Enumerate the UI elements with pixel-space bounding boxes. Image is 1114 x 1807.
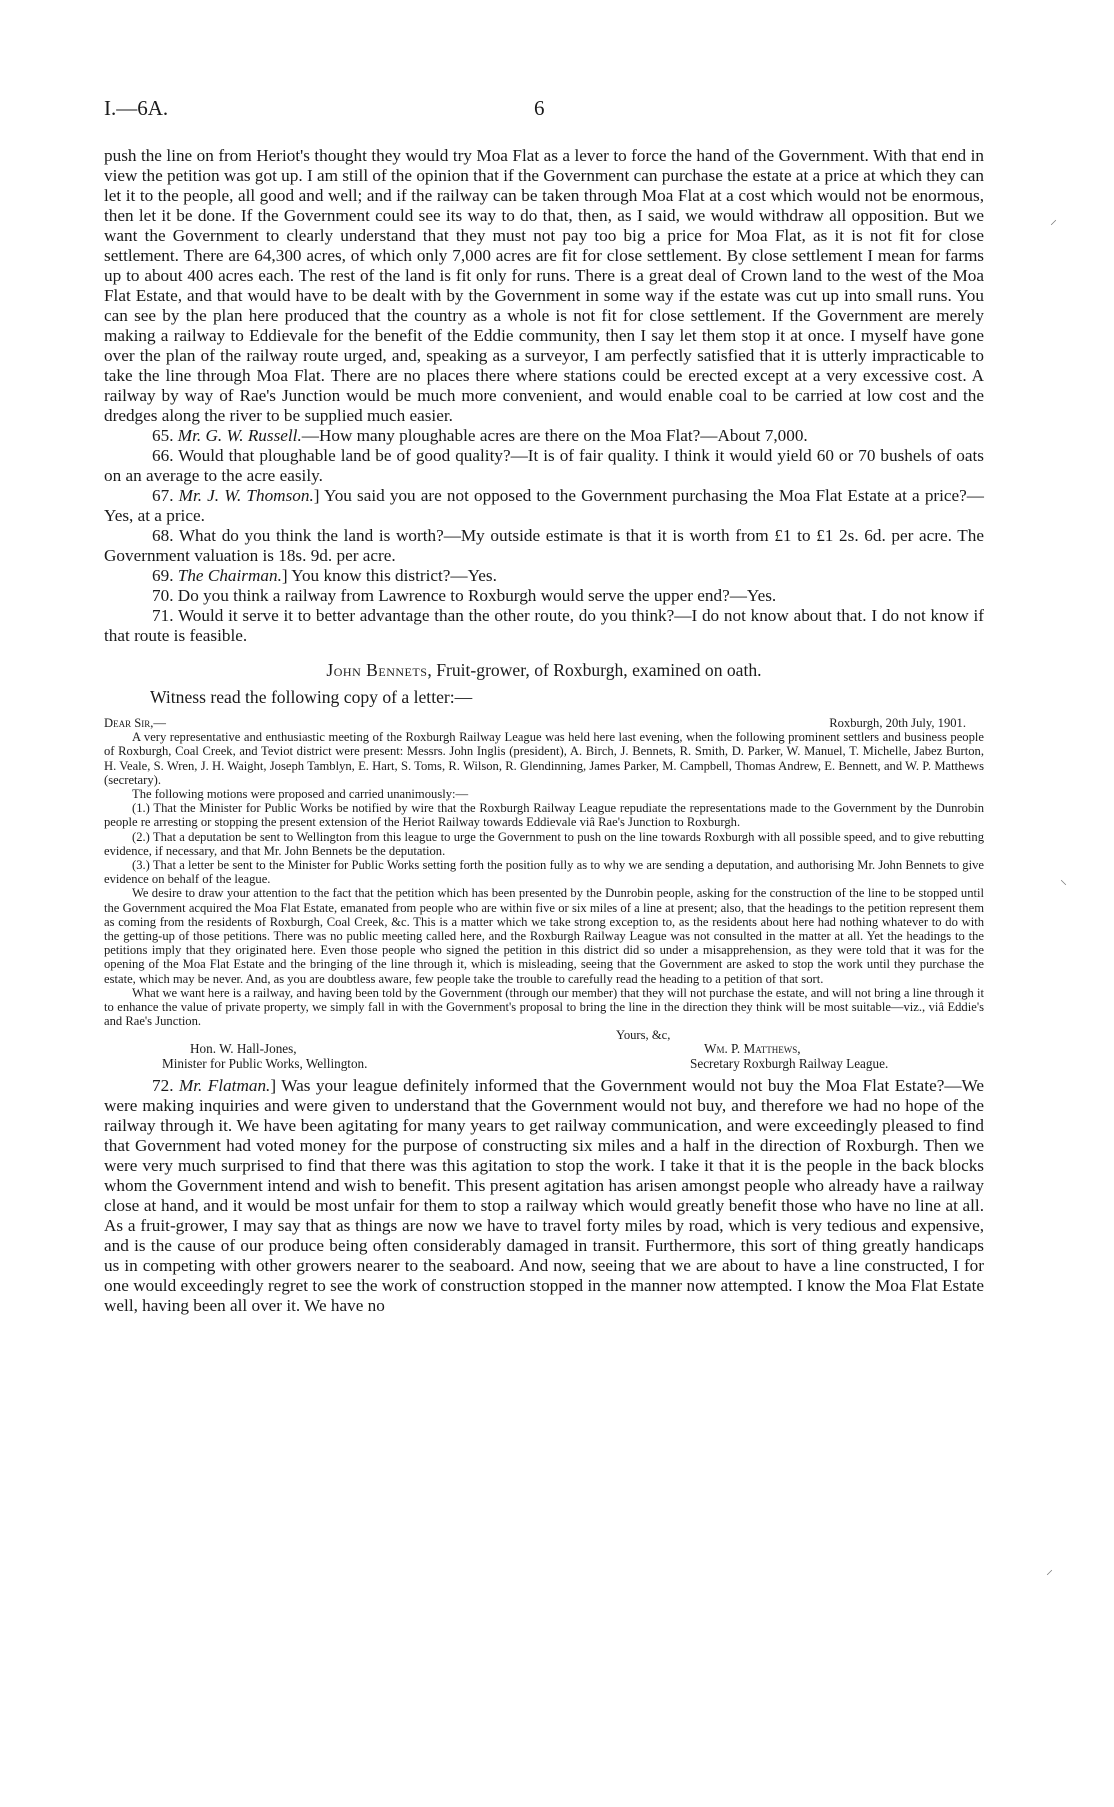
letter-motion: (2.) That a deputation be sent to Wellington from this league to urge the Government to push on the line towards Roxburgh with all possible speed, and to give rebutting evidence, if necessary, and that Mr. John Bennets be the deputation. [104,829,984,858]
question-72: 72. Mr. Flatman.] Was your league definitely informed that the Government would not buy the Moa Flat Estate?—We were making inquiries and were given to understand that the Government would not buy, and therefore we had no hope of the railway through it. We have been agitating for many years to get railway communication, and were exceedingly pleased to find that Government had voted money for the purpose of constructing six miles and a half in the direction of Roxburgh. Then we were very much surprised to find that there was this agitation to stop the work. I take it that it is the people in the back blocks whom the Government intend and wish to benefit. This present agitation has arisen amongst people who already have a railway close at hand, and it would be most unfair for them to stop a railway which would greatly benefit those who have no line at all. As a fruit-grower, I may say that as things are now we have to travel forty miles by road, which is very tedious and expensive, and is the cause of our produce being often considerably damaged in transit. Furthermore, this sort of thing greatly handicaps us in competing with other growers nearer to the seaboard. And now, seeing that we are about to have a line constructed, I for one would exceedingly regret to see the work of construction stopped in the manner now attempted. I know the Moa Flat Estate well, having been all over it. We have no [104,1076,984,1316]
letter-signatures [104,1042,984,1072]
question-number: 67. [152,486,174,505]
question-number: 70. [152,586,174,605]
letter-valediction: Yours, &c, [616,1028,671,1043]
question-number: 68. [152,526,174,545]
margin-mark: ⸜ [1060,873,1067,888]
questioner: Mr. J. W. Thomson. [178,486,314,505]
question-68 [104,526,984,566]
witness-description: , Fruit-grower, of Roxburgh, examined on oath. [427,660,762,680]
margin-mark: ⸝ [1046,1563,1053,1578]
letter-paragraph: A very representative and enthusiastic meeting of the Roxburgh Railway League was held here last evening, when the following prominent settlers and business people of Roxburgh, Coal Creek, and Teviot district were present: Messrs. John Inglis (president), A. Birch, J. Bennets, R. Smith, D. Parker, W. Manuel, T. Michelle, Jabez Burton, H. Veale, S. Wren, J. H. Waight, Joseph Tamblyn, E. Hart, S. Toms, R. Wilson, R. Glendinning, James Parker, M. Campbell, Thomas Andrew, E. Bennett, and W. P. Matthews (secretary). [104,730,984,787]
question-text: What do you think the land is worth?—My outside estimate is that it is worth from £1 to £1 2s. 6d. per acre. The Government valuation is 18s. 9d. per acre. [104,526,984,565]
question-text: Was your league definitely informed that the Government would not buy the Moa Flat Estate?—We were making inquiries and were given to understand that the Government would not buy, and therefore we had no hope of the railway through it. We have been agitating for many years to get railway communication, and were exceedingly pleased to find that Government had voted money for the purpose of constructing six miles and a half in the direction of Roxburgh. Then we were very much surprised to find that there was this agitation to stop the work. I take it that it is the people in the back blocks whom the Government intend and wish to benefit. This present agitation has arisen amongst people who already have a railway close at hand, and it would be most unfair for them to stop a railway which would greatly benefit those who have no line at all. As a fruit-grower, I may say that as things are now we have to travel forty miles by road, which is very tedious and expensive, and is the cause of our produce being often considerably damaged in transit. Furthermore, this sort of thing greatly handicaps us in competing with other growers nearer to the seaboard. And now, seeing that we are about to have a line constructed, I for one would exceedingly regret to see the work of construction stopped in the manner now attempted. I know the Moa Flat Estate well, having been all over it. We have no [104,1076,984,1316]
question-number: 72. [152,1076,174,1096]
addressee-title: Minister for Public Works, Wellington. [162,1056,368,1072]
question-69 [104,566,984,586]
question-71 [104,606,984,646]
question-text: You said you are not opposed to the Government purchasing the Moa Flat Estate at a price?—Yes, at a price. [104,486,984,525]
page-header [104,96,984,126]
paper-reference: I.—6A. [104,96,169,120]
witness-name: John Bennets [326,660,428,680]
letter-valediction-row [104,1028,984,1042]
margin-mark: ⸝ [1050,213,1057,228]
question-number: 69. [152,566,174,585]
letter-intro: Witness read the following copy of a letter:— [150,687,473,707]
letter [104,716,984,1072]
question-70 [104,586,984,606]
question-text: Would it serve it to better advantage than the other route, do you think?—I do not know about that. I do not know if that route is feasible. [104,606,984,645]
letter-paragraph: We desire to draw your attention to the fact that the petition which has been presented by the Dunrobin people, asking for the construction of the line to be stopped until the Government acquired the Moa Flat Estate, emanated from people who are within five or six miles of a line at present; also, that the headings to the petition represent them as coming from the residents of Roxburgh, Coal Creek, &c. This is a matter which we take strong exception to, as the residents about here had nothing whatever to do with the getting-up of those petitions. There was no public meeting called here, and the Roxburgh Railway League was not consulted in the matter at all. Yet the headings to the petitions imply that they originated here. Even those people who signed the petition in this district did so under a misapprehension, as they were told that it was for the opening of the Moa Flat Estate and the bringing of the line through it, which is misleading, seeing that the Government are asked to stop the work until they purchase the estate, which may be never. And, as you are doubtless aware, few people take the trouble to carefully read the heading to a petition of that sort. [104,886,984,986]
page-number: 6 [534,96,545,120]
letter-paragraph: The following motions were proposed and carried unanimously:— [132,787,469,802]
separator: ] [313,486,324,505]
signer-title: Secretary Roxburgh Railway League. [690,1056,889,1072]
question-number: 65. [152,426,174,445]
letter-motion: (3.) That a letter be sent to the Minister for Public Works setting forth the position fully as to why we are sending a deputation, and authorising Mr. John Bennets to give evidence on behalf of the league. [104,858,984,887]
text-column [104,146,984,1316]
questioner: Mr. Flatman. [178,1076,271,1096]
question-number: 71. [152,606,174,625]
question-text: Would that ploughable land be of good quality?—It is of fair quality. I think it would yield 60 or 70 bushels of oats on an average to the acre easily. [104,446,984,485]
question-66 [104,446,984,486]
letter-paragraph: What we want here is a railway, and having been told by the Government (through our member) that they will not purchase the estate, and will not bring a line through it to enhance the value of private property, we simply fall in with the Government's proposal to bring the line in the direction they think will be most suitable—viz., viâ Eddie's and Rae's Junction. [104,985,984,1029]
separator: — [301,426,319,445]
question-65 [104,426,984,446]
question-text: Do you think a railway from Lawrence to Roxburgh would serve the upper end?—Yes. [177,586,777,605]
addressee-name: Hon. W. Hall-Jones, [190,1041,297,1057]
letter-date: Roxburgh, 20th July, 1901. [829,716,966,730]
separator: ] [281,566,292,585]
question-67 [104,486,984,526]
questioner: Mr. G. W. Russell. [177,426,302,445]
witness-heading [104,660,984,681]
letter-salutation: Dear Sir,— [104,716,166,730]
question-number: 66. [152,446,174,465]
continuation-paragraph: push the line on from Heriot's thought they would try Moa Flat as a lever to force the hand of the Government. With that end in view the petition was got up. I am still of the opinion that if the Government can purchase the estate at a price at which they can let it to the people, all good and well; and if the railway can be taken through Moa Flat at a cost which would not be enormous, then let it be done. If the Government could see its way to do that, then, as I said, we would withdraw all opposition. But we want the Government to clearly understand that they must not pay too big a price for Moa Flat, as it is not fit for close settlement. There are 64,300 acres, of which only 7,000 acres are fit for close settlement. By close settlement I mean for farms up to about 400 acres each. The rest of the land is fit only for runs. There is a great deal of Crown land to the west of the Moa Flat Estate, and that would have to be dealt with by the Government in some way if the estate was cut up into small runs. You can see by the plan here produced that the country as a whole is not fit for close settlement. If the Government are merely making a railway to Eddievale for the benefit of the Eddie community, then I say let them stop it at once. I myself have gone over the plan of the railway route urged, and, speaking as a surveyor, I am perfectly satisfied that it is utterly impracticable to take the line through Moa Flat. There are no places there where stations could be erected except at a very excessive cost. A railway by way of Rae's Junction would be much more convenient, and would enable coal to be carried at low cost and the dredges along the river to be supplied much easier. [104,146,984,425]
letter-motion: (1.) That the Minister for Public Works be notified by wire that the Roxburgh Railway League repudiate the representations made to the Government by the Dunrobin people re arresting or stopping the present extension of the Heriot Railway towards Eddievale viâ Rae's Junction to Roxburgh. [104,801,984,830]
signer-name: Wm. P. Matthews, [704,1041,801,1057]
question-text: How many ploughable acres are there on the Moa Flat?—About 7,000. [318,426,808,445]
questioner: The Chairman. [177,566,282,585]
letter-opening [104,716,984,730]
question-text: You know this district?—Yes. [291,566,497,585]
